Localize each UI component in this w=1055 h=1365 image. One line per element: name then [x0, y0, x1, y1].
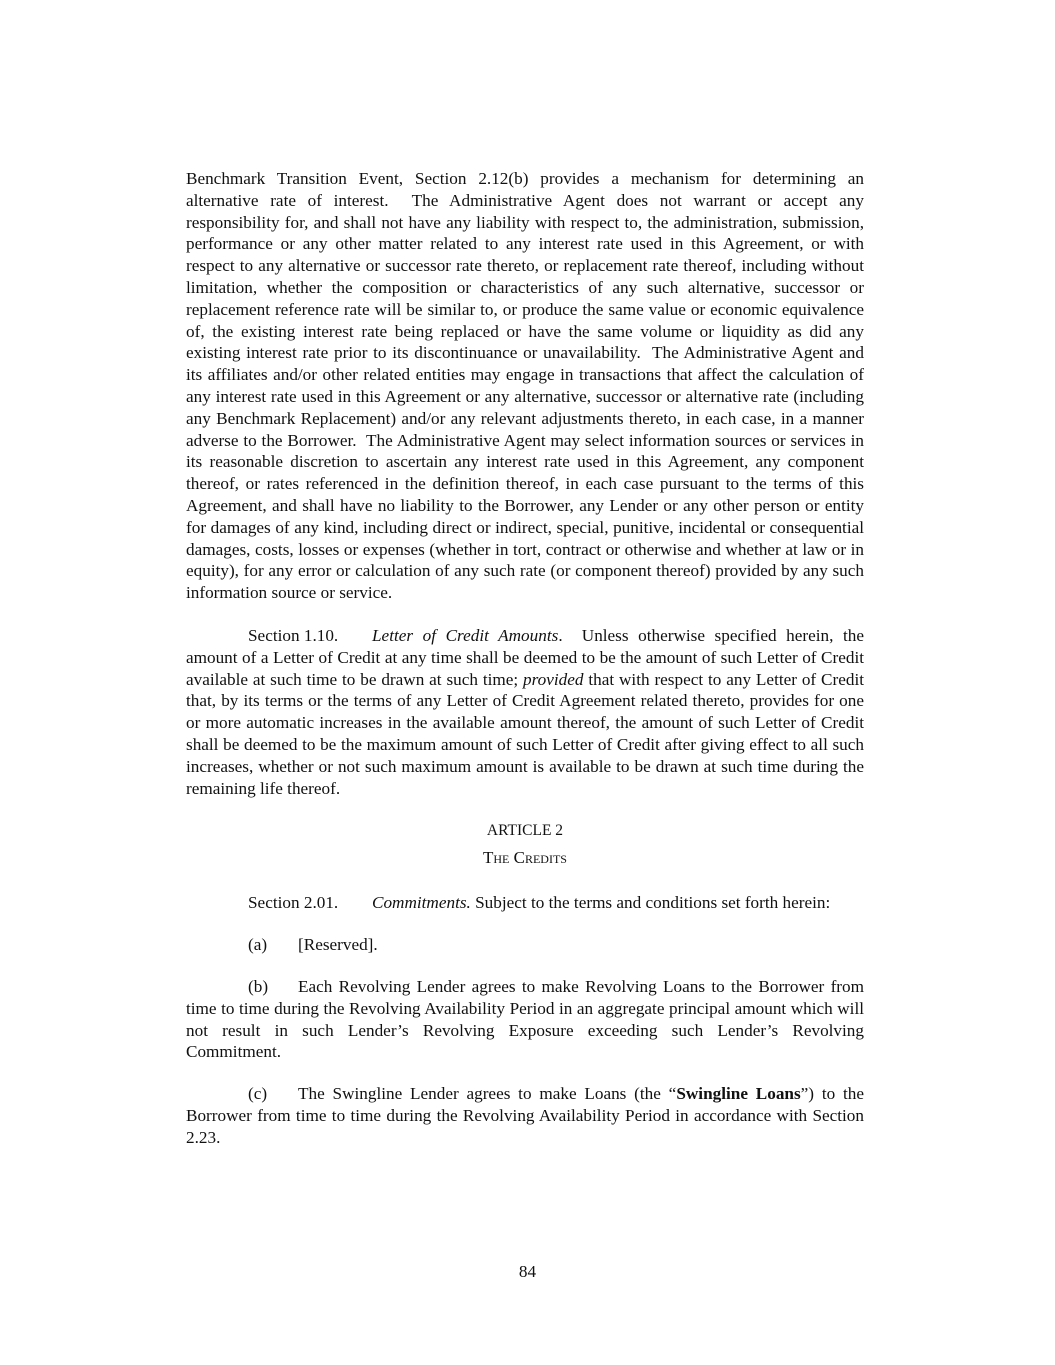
section-1-10-paragraph — [186, 625, 864, 799]
item-a-text: [Reserved]. — [298, 935, 378, 955]
document-page — [186, 168, 864, 1148]
item-a-label: (a) — [248, 935, 268, 955]
item-b-paragraph — [186, 976, 864, 1063]
article-title: The Credits — [483, 848, 567, 868]
item-c-text-a: The Swingline Lender agrees to make Loans (the “ — [298, 1084, 677, 1104]
paragraph-benchmark-continuation: Benchmark Transition Event, Section 2.12(b) provides a mechanism for determining an alternative rate of interest. The Administrative Agent does not warrant or accept any responsibility for, and shall not have any liability with respect to, the administration, submission, performance or any other matter related to any interest rate used in this Agreement, or with respect to any alternative or successor rate thereto, or replacement rate thereof, including without limitation, whether the composition or characteristics of any such alternative, successor or replacement reference rate will be similar to, or produce the same value or economic equivalence of, the existing interest rate being replaced or have the same volume or liquidity as did any existing interest rate prior to its discontinuance or unavailability. The Administrative Agent and its affiliates and/or other related entities may engage in transactions that affect the calculation of any interest rate used in this Agreement or any alternative, successor or alternative rate (including any Benchmark Replacement) and/or any relevant adjustments thereto, in each case, in a manner adverse to the Borrower. The Administrative Agent may select information sources or services in its reasonable discretion to ascertain any interest rate used in this Agreement, any component thereof, or rates referenced in the definition thereof, in each case pursuant to the terms of this Agreement, and shall have no liability to the Borrower, any Lender or any other person or entity for damages of any kind, including direct or indirect, special, punitive, incidental or consequential damages, costs, losses or expenses (whether in tort, contract or otherwise and whether at law or in equity), for any error or calculation of any such rate (or component thereof) provided by any such information source or service. — [186, 169, 864, 603]
swingline-loans-term: Swingline Loans — [676, 1084, 801, 1104]
item-a-paragraph — [186, 934, 864, 956]
section-1-10-number: Section 1.10. — [248, 625, 339, 645]
article-label: ARTICLE 2 — [486, 822, 564, 840]
item-b-text: Each Revolving Lender agrees to make Revolving Loans to the Borrower from time to time during the Revolving Availability Period in an aggregate principal amount which will not result in such Lender’s Revolving Exposure exceeding such Lender’s Revolving Commitment. — [186, 976, 864, 1062]
section-2-01-number: Section 2.01. — [248, 893, 339, 913]
section-2-01-text: Subject to the terms and conditions set forth herein: — [470, 893, 831, 913]
section-2-01-paragraph — [186, 892, 864, 914]
provided-term: provided — [523, 669, 584, 689]
item-b-label: (b) — [248, 976, 269, 996]
section-1-10-title: Letter of Credit Amounts — [372, 625, 559, 645]
item-c-label: (c) — [248, 1084, 268, 1104]
item-c-text-b: ”) to the Borrower from time to time during the Revolving Availability Period in accordance with Section 2.23. — [186, 1084, 864, 1147]
item-c-paragraph — [186, 1083, 864, 1148]
page-number: 84 — [518, 1262, 537, 1281]
section-1-10-text-a: . Unless otherwise specified herein, the amount of a Letter of Credit at any time shall be deemed to be the amount of such Letter of Credit available at such time to be drawn at such time; — [186, 625, 864, 689]
section-2-01-title: Commitments. — [372, 893, 471, 913]
section-1-10-text-b: that with respect to any Letter of Credit that, by its terms or the terms of any Letter of Credit Agreement related thereto, provides for one or more automatic increases in the available amount thereof, the amount of such Letter of Credit shall be deemed to be the maximum amount of such Letter of Credit after giving effect to all such increases, whether or not such maximum amount is available to be drawn at such time during the remaining life thereof. — [186, 669, 864, 798]
